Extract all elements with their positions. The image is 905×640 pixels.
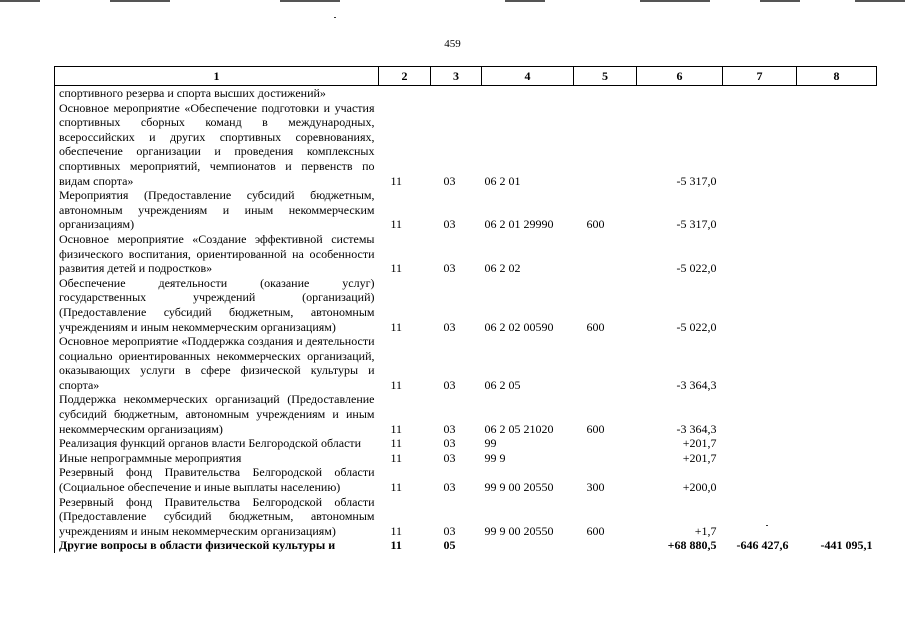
- row-col7-cell: [723, 188, 797, 232]
- row-target-article-cell: 99 9 00 20550: [484, 523, 554, 538]
- table-row: [55, 465, 877, 494]
- row-section-cell: 11: [390, 480, 403, 495]
- table-row: [55, 232, 877, 276]
- row-amount-cell: -5 022,0: [676, 319, 717, 334]
- row-subsection-cell: 03: [443, 319, 456, 334]
- row-col7-cell: [723, 232, 797, 276]
- row-col8-cell: [797, 232, 877, 276]
- row-name-cell: Поддержка некоммерческих организаций (Предоставление субсидий бюджетным, автономным учреждениям и иным некоммерческим организациям): [55, 392, 379, 436]
- row-col7-cell: [723, 276, 797, 334]
- row-name-cell: Основное мероприятие «Обеспечение подготовки и участия спортивных сборных команд в международных, всероссийских и других спортивных соревнованиях, обеспечение организации и проведения комплексных спортивных мероприятий, чемпионатов и первенств по видам спорта»: [55, 101, 379, 189]
- row-col7-cell: [723, 436, 797, 451]
- row-col7-cell: [723, 101, 797, 189]
- row-amount-cell: -5 317,0: [676, 217, 717, 232]
- table-row: [55, 334, 877, 392]
- row-expense-type-cell: [574, 101, 637, 189]
- row-col8-cell: [797, 188, 877, 232]
- row-section-cell: 11: [390, 450, 403, 465]
- row-section-cell: 11: [390, 377, 403, 392]
- row-target-article-cell: 06 2 02 00590: [484, 319, 554, 334]
- row-expense-type-cell: [574, 232, 637, 276]
- row-col7-cell: [723, 451, 797, 466]
- row-subsection-cell: 03: [443, 450, 456, 465]
- row-amount-cell: -5 022,0: [676, 261, 717, 276]
- row-subsection-cell: [431, 86, 482, 101]
- row-name-cell: Мероприятия (Предоставление субсидий бюджетным, автономным учреждениям и иным некоммерческим организациям): [55, 188, 379, 232]
- row-target-article-cell: [482, 538, 574, 553]
- header-col-4: 4: [482, 67, 574, 86]
- row-target-article-cell: 99: [484, 436, 497, 451]
- table-row: [55, 86, 877, 101]
- row-name-cell: Основное мероприятие «Поддержка создания и деятельности социально ориентированных некоммерческих организаций, оказывающих услуги в сфере физической культуры и спорта»: [55, 334, 379, 392]
- row-amount-cell: -5 317,0: [676, 173, 717, 188]
- row-amount-cell: +68 880,5: [667, 538, 717, 553]
- row-subsection-cell: 03: [443, 377, 456, 392]
- table-row: [55, 276, 877, 334]
- header-col-2: 2: [379, 67, 431, 86]
- row-amount-cell: +201,7: [682, 450, 717, 465]
- row-expense-type-cell: [574, 451, 637, 466]
- row-section-cell: 11: [390, 261, 403, 276]
- row-target-article-cell: 99 9 00 20550: [484, 480, 554, 495]
- page-number: 459: [444, 38, 461, 50]
- row-expense-type-cell: 600: [586, 523, 605, 538]
- row-target-article-cell: 99 9: [484, 450, 506, 465]
- row-expense-type-cell: [574, 436, 637, 451]
- row-amount-cell: [637, 86, 723, 101]
- table-row: [55, 392, 877, 436]
- row-col7-cell: [723, 86, 797, 101]
- row-col8-cell: [797, 392, 877, 436]
- table-row: [55, 451, 877, 466]
- row-expense-type-cell: 600: [586, 421, 605, 436]
- row-expense-type-cell: 600: [586, 319, 605, 334]
- row-expense-type-cell: 300: [586, 480, 605, 495]
- row-col8-cell: [797, 495, 877, 539]
- row-name-cell: Обеспечение деятельности (оказание услуг) государственных учреждений (организаций) (Предоставление субсидий бюджетным, автономным учреждениям и иным некоммерческим организациям): [55, 276, 379, 334]
- table-row: [55, 101, 877, 189]
- row-section-cell: 11: [390, 523, 403, 538]
- row-col7-cell: [723, 465, 797, 494]
- table-row: [55, 188, 877, 232]
- table-header-row: [55, 67, 877, 86]
- row-target-article-cell: 06 2 01 29990: [484, 217, 554, 232]
- budget-table: [54, 66, 877, 553]
- row-target-article-cell: 06 2 01: [484, 173, 521, 188]
- table-row: [55, 436, 877, 451]
- row-subsection-cell: 05: [443, 538, 456, 553]
- row-col7-cell: [723, 495, 797, 539]
- row-expense-type-cell: [574, 538, 637, 553]
- row-section-cell: 11: [390, 538, 402, 553]
- header-col-8: 8: [797, 67, 877, 86]
- row-subsection-cell: 03: [443, 436, 456, 451]
- table-row: [55, 495, 877, 539]
- row-amount-cell: +200,0: [682, 480, 717, 495]
- row-target-article-cell: 06 2 02: [484, 261, 521, 276]
- row-col8-cell: [797, 86, 877, 101]
- header-col-3: 3: [431, 67, 482, 86]
- row-col8-cell: [797, 101, 877, 189]
- header-col-5: 5: [574, 67, 637, 86]
- header-col-6: 6: [637, 67, 723, 86]
- row-subsection-cell: 03: [443, 523, 456, 538]
- row-col8-cell: [797, 451, 877, 466]
- row-subsection-cell: 03: [443, 480, 456, 495]
- row-section-cell: 11: [390, 173, 403, 188]
- row-amount-cell: -3 364,3: [676, 421, 717, 436]
- row-name-cell: Резервный фонд Правительства Белгородской области (Социальное обеспечение и иные выплаты населению): [55, 465, 379, 494]
- row-name-cell: Реализация функций органов власти Белгородской области: [55, 436, 379, 451]
- row-section-cell: 11: [390, 421, 403, 436]
- row-section-cell: 11: [390, 436, 403, 451]
- row-col8-cell: -441 095,1: [820, 538, 873, 553]
- row-name-cell: Резервный фонд Правительства Белгородской области (Предоставление субсидий бюджетным, автономным учреждениям и иным некоммерческим организациям): [55, 495, 379, 539]
- header-col-1: 1: [55, 67, 379, 86]
- row-section-cell: [379, 86, 431, 101]
- row-col7-cell: [723, 392, 797, 436]
- row-expense-type-cell: 600: [586, 217, 605, 232]
- row-subsection-cell: 03: [443, 217, 456, 232]
- row-section-cell: 11: [390, 217, 403, 232]
- row-expense-type-cell: [574, 334, 637, 392]
- row-name-cell: Иные непрограммные мероприятия: [55, 451, 379, 466]
- row-target-article-cell: 06 2 05: [484, 377, 521, 392]
- row-name-cell: спортивного резерва и спорта высших достижений»: [55, 86, 379, 101]
- row-col8-cell: [797, 276, 877, 334]
- row-amount-cell: -3 364,3: [676, 377, 717, 392]
- row-amount-cell: +1,7: [694, 523, 717, 538]
- row-col8-cell: [797, 436, 877, 451]
- row-expense-type-cell: [574, 86, 637, 101]
- row-amount-cell: +201,7: [682, 436, 717, 451]
- header-col-7: 7: [723, 67, 797, 86]
- row-section-cell: 11: [390, 319, 403, 334]
- table-body: [55, 86, 877, 554]
- row-col8-cell: [797, 465, 877, 494]
- row-target-article-cell: 06 2 05 21020: [484, 421, 554, 436]
- row-col7-cell: [723, 334, 797, 392]
- row-subsection-cell: 03: [443, 421, 456, 436]
- row-subsection-cell: 03: [443, 261, 456, 276]
- row-name-cell: Основное мероприятие «Создание эффективной системы физического воспитания, ориентированной на особенности развития детей и подростков»: [55, 232, 379, 276]
- row-col7-cell: -646 427,6: [736, 538, 789, 553]
- row-subsection-cell: 03: [443, 173, 456, 188]
- row-col8-cell: [797, 334, 877, 392]
- row-name-cell: Другие вопросы в области физической культуры и: [55, 538, 379, 553]
- row-target-article-cell: [482, 86, 574, 101]
- table-row: [55, 538, 877, 553]
